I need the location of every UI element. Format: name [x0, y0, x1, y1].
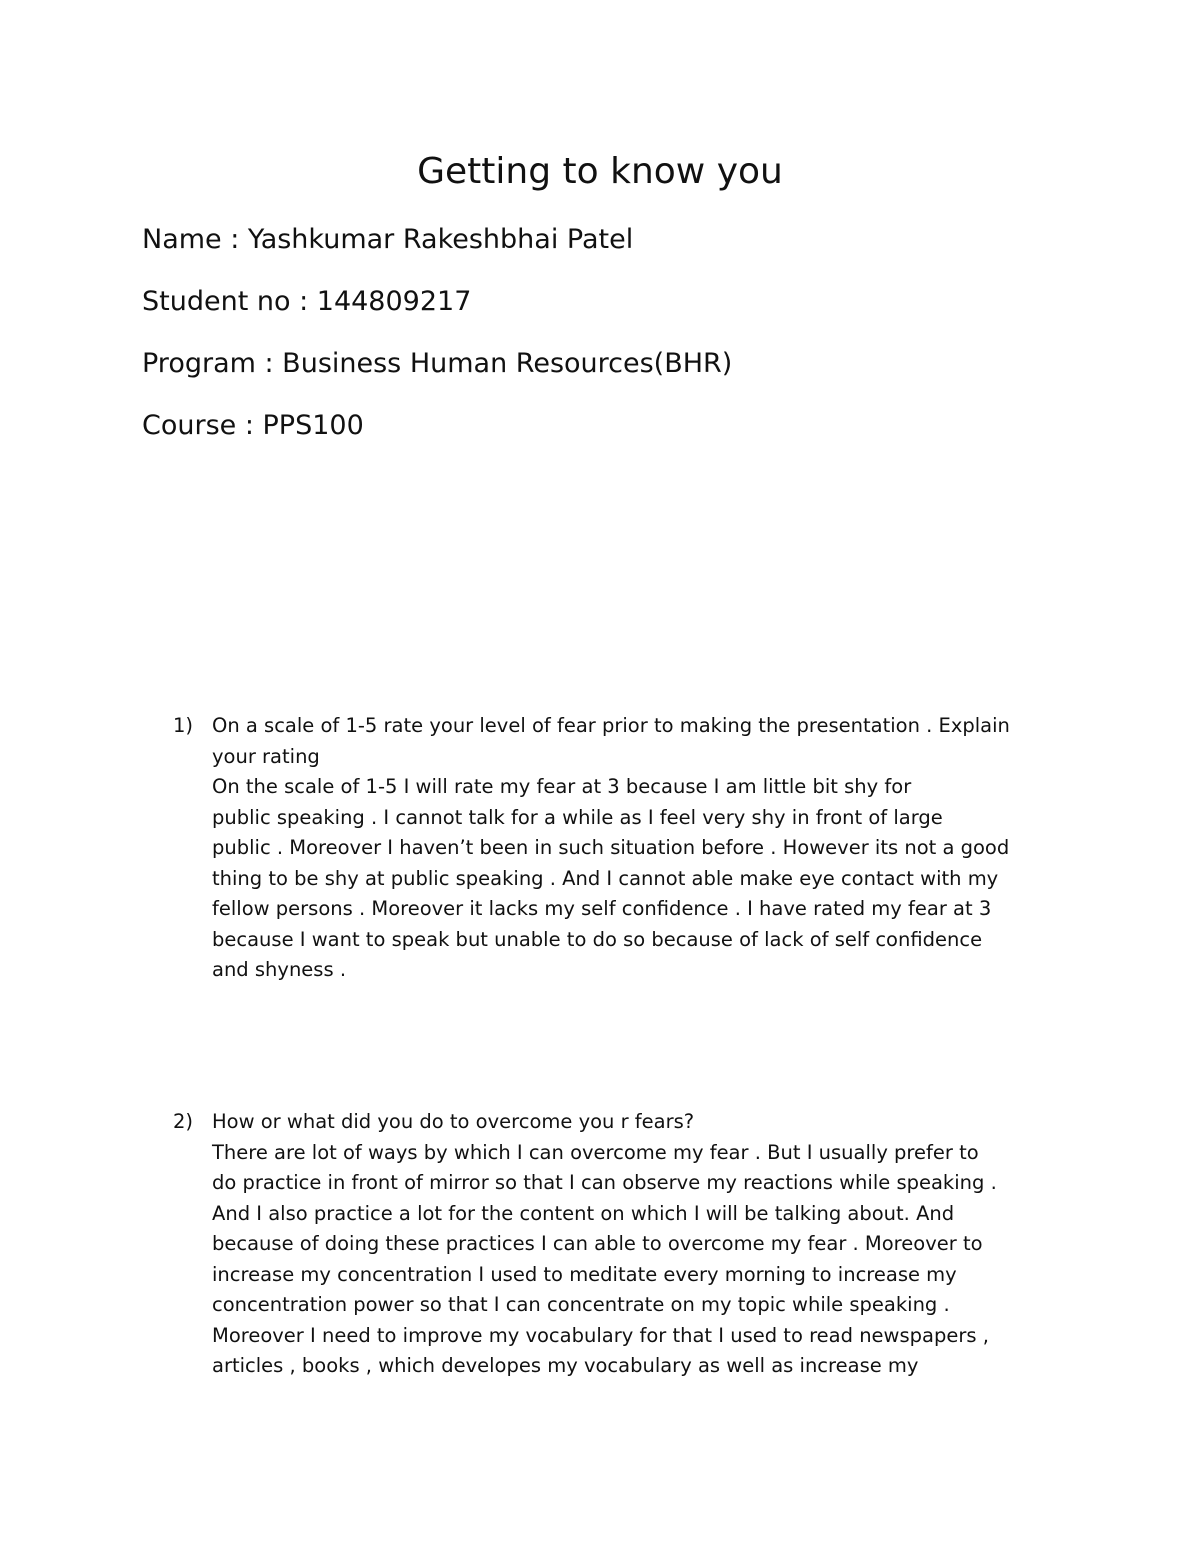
question-text	[212, 711, 1073, 986]
text-line: Moreover I need to improve my vocabulary for that I used to read newspapers ,	[212, 1323, 989, 1347]
text-line: On a scale of 1-5 rate your level of fear prior to making the presentation . Explain	[212, 714, 1010, 737]
text-line: public . Moreover I haven’t been in such situation before . However its not a good	[212, 836, 1010, 859]
text-line: fellow persons . Moreover it lacks my self confidence . I have rated my fear at 3	[212, 897, 992, 920]
page-title: Getting to know you	[417, 151, 783, 192]
text-line: increase my concentration I used to meditate every morning to increase my	[212, 1262, 957, 1286]
text-line: and shyness .	[212, 958, 347, 981]
student-number: Student no : 144809217	[142, 286, 472, 317]
text-line: How or what did you do to overcome you r fears?	[212, 1110, 695, 1133]
text-line: because I want to speak but unable to do so because of lack of self confidence	[212, 927, 983, 951]
question-number: 2)	[173, 1110, 194, 1133]
text-line: There are lot of ways by which I can overcome my fear . But I usually prefer to	[212, 1140, 979, 1164]
text-line: do practice in front of mirror so that I can observe my reactions while speaking .	[212, 1171, 997, 1194]
text-line: concentration power so that I can concentrate on my topic while speaking .	[212, 1293, 950, 1316]
question-2	[173, 1107, 1073, 1382]
text-line: articles , books , which developes my vocabulary as well as increase my	[212, 1354, 919, 1377]
text-line: And I also practice a lot for the content on which I will be talking about. And	[212, 1201, 955, 1225]
question-text	[212, 1107, 1073, 1382]
text-line: your rating	[212, 744, 320, 768]
text-line: thing to be shy at public speaking . And I cannot able make eye contact with my	[212, 866, 999, 890]
program: Program : Business Human Resources(BHR)	[142, 348, 733, 379]
text-line: public speaking . I cannot talk for a while as I feel very shy in front of large	[212, 805, 943, 829]
text-line: On the scale of 1-5 I will rate my fear at 3 because I am little bit shy for	[212, 775, 912, 798]
question-1	[173, 711, 1073, 986]
question-number: 1)	[173, 714, 194, 737]
course: Course : PPS100	[142, 410, 364, 441]
text-line: because of doing these practices I can able to overcome my fear . Moreover to	[212, 1232, 983, 1255]
student-name: Name : Yashkumar Rakeshbhai Patel	[142, 224, 634, 255]
